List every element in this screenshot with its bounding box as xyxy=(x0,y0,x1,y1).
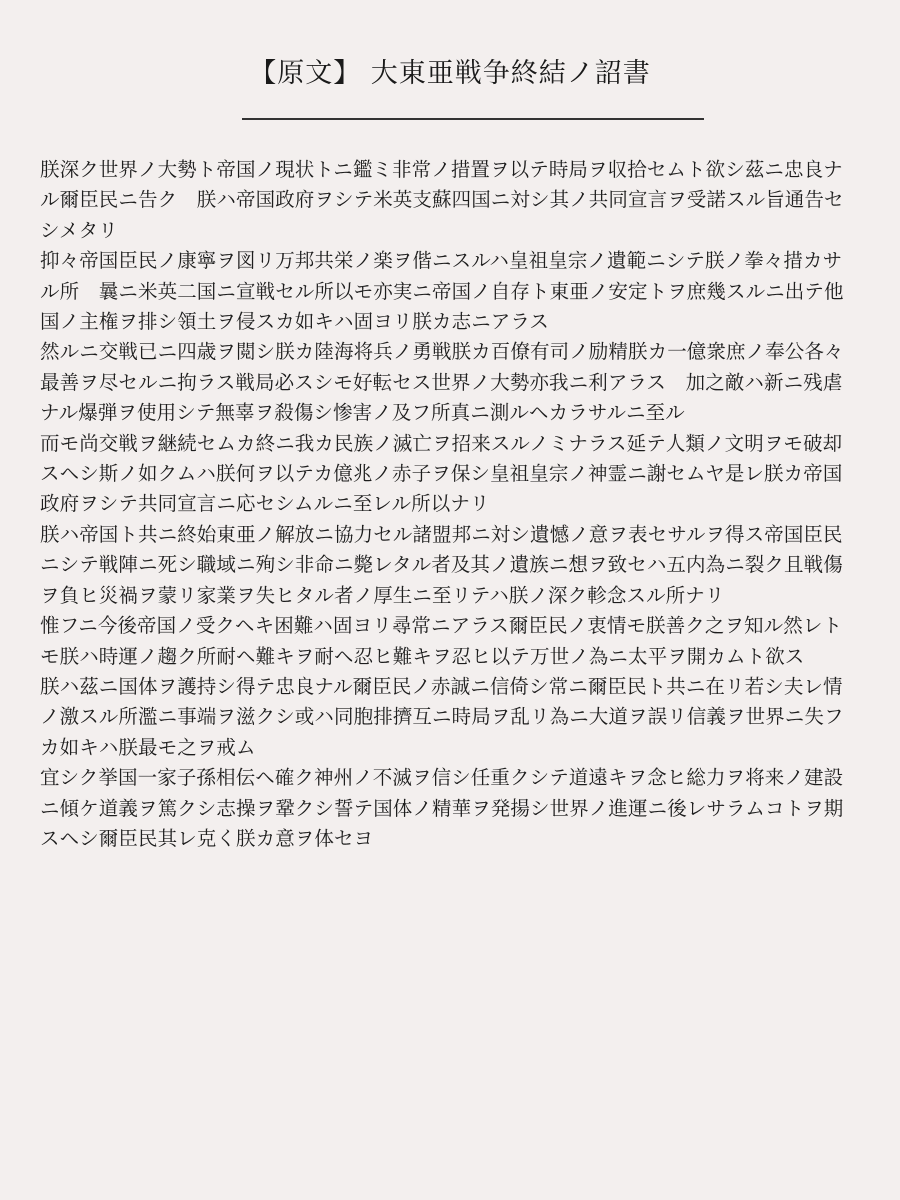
paragraph-3: 然ルニ交戦已ニ四歳ヲ閲シ朕カ陸海将兵ノ勇戦朕カ百僚有司ノ励精朕カ一億衆庶ノ奉公各々最善ヲ尽セルニ拘ラス戦局必スシモ好転セス世界ノ大勢亦我ニ利アラス 加之敵ハ新ニ残虐ナル爆弾ヲ使用シテ無辜ヲ殺傷シ惨害ノ及フ所真ニ測ルヘカラサルニ至ル xyxy=(40,340,844,425)
rescript-body xyxy=(40,155,860,854)
paragraph-8: 宜シク挙国一家子孫相伝ヘ確ク神州ノ不滅ヲ信シ任重クシテ道遠キヲ念ヒ総力ヲ将来ノ建設ニ傾ケ道義ヲ篤クシ志操ヲ鞏クシ誓テ国体ノ精華ヲ発揚シ世界ノ進運ニ後レサラムコトヲ期スヘシ爾臣民其レ克く朕カ意ヲ体セヨ xyxy=(40,766,844,850)
document-title: 【原文】 大東亜戦争終結ノ詔書 xyxy=(249,58,651,89)
paragraph-2: 抑々帝国臣民ノ康寧ヲ図リ万邦共栄ノ楽ヲ偕ニスルハ皇祖皇宗ノ遺範ニシテ朕ノ拳々措カサル所 曩ニ米英二国ニ宣戦セル所以モ亦実ニ帝国ノ自存ト東亜ノ安定トヲ庶幾スルニ出テ他国ノ主権ヲ排シ領土ヲ侵スカ如キハ固ヨリ朕カ志ニアラス xyxy=(40,249,844,334)
paragraph-6: 惟フニ今後帝国ノ受クヘキ困難ハ固ヨリ尋常ニアラス爾臣民ノ衷情モ朕善ク之ヲ知ル然レトモ朕ハ時運ノ趨ク所耐ヘ難キヲ耐ヘ忍ヒ難キヲ忍ヒ以テ万世ノ為ニ太平ヲ開カムト欲ス xyxy=(40,614,843,668)
paragraph-1: 朕深ク世界ノ大勢ト帝国ノ現状トニ鑑ミ非常ノ措置ヲ以テ時局ヲ収拾セムト欲シ茲ニ忠良ナル爾臣民ニ告ク 朕ハ帝国政府ヲシテ米英支蘇四国ニ対シ其ノ共同宣言ヲ受諾スル旨通告セシメタリ xyxy=(40,158,844,242)
paragraph-7: 朕ハ茲ニ国体ヲ護持シ得テ忠良ナル爾臣民ノ赤誠ニ信倚シ常ニ爾臣民ト共ニ在リ若シ夫レ情ノ激スル所濫ニ事端ヲ滋クシ或ハ同胞排擠互ニ時局ヲ乱リ為ニ大道ヲ誤リ信義ヲ世界ニ失フカ如キハ朕最モ之ヲ戒ム xyxy=(40,674,844,759)
paragraph-5: 朕ハ帝国ト共ニ終始東亜ノ解放ニ協力セル諸盟邦ニ対シ遺憾ノ意ヲ表セサルヲ得ス帝国臣民ニシテ戦陣ニ死シ職域ニ殉シ非命ニ斃レタル者及其ノ遺族ニ想ヲ致セハ五内為ニ裂ク且戦傷ヲ負ヒ災禍ヲ蒙リ家業ヲ失ヒタル者ノ厚生ニ至リテハ朕ノ深ク軫念スル所ナリ xyxy=(40,522,843,607)
paragraph-4: 而モ尚交戦ヲ継続セムカ終ニ我カ民族ノ滅亡ヲ招来スルノミナラス延テ人類ノ文明ヲモ破却スヘシ斯ノ如クムハ朕何ヲ以テカ億兆ノ赤子ヲ保シ皇祖皇宗ノ神霊ニ謝セムヤ是レ朕カ帝国政府ヲシテ共同宣言ニ応セシムルニ至レル所以ナリ xyxy=(40,431,843,516)
title-divider xyxy=(242,118,704,120)
